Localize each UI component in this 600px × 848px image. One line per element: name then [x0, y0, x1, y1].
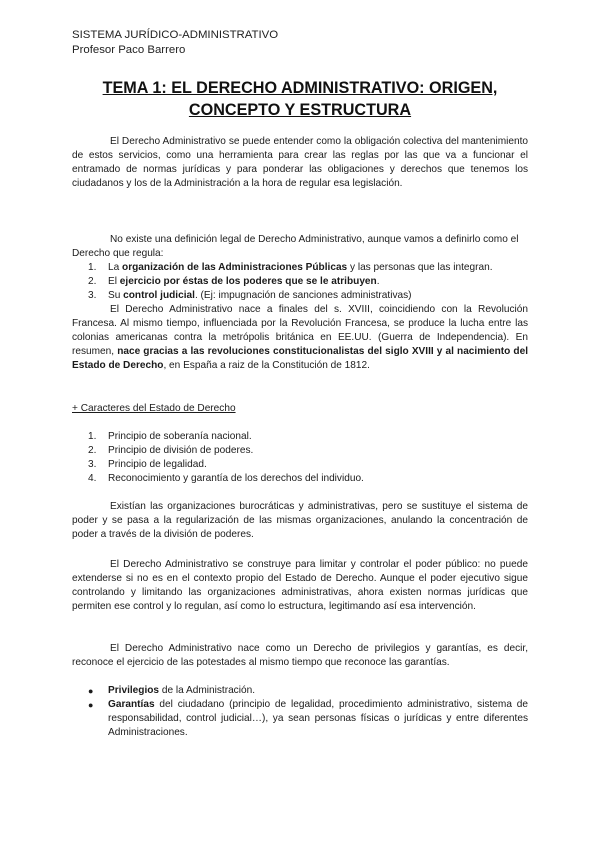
list-item: 3. Su control judicial. (Ej: impugnación de sanciones administrativas) — [88, 290, 412, 301]
title-line-1: TEMA 1: EL DERECHO ADMINISTRATIVO: ORIGEN, — [102, 79, 498, 97]
paragraph-privileges: El Derecho Administrativo nace como un Derecho de privilegios y garantías, es decir, reconoce el ejercicio de las potestades al mismo tiempo que reconoce las garantías. — [72, 643, 528, 668]
section-heading: + Caracteres del Estado de Derecho — [72, 403, 236, 414]
paragraph-public-power: El Derecho Administrativo se construye para limitar y controlar el poder público: no puede extenderse si no es en el contexto propio del Estado de Derecho. Aunque el poder ejecutivo sigue controlando y limitando las organizaciones administrativas, ahora existen normas jurídicas que permiten ese control y lo regulan, así como lo estructura, legitimando así esa intervención. — [72, 559, 528, 612]
page-header — [72, 28, 278, 58]
list-item: 3. Principio de legalidad. — [88, 459, 207, 470]
paragraph-intro: El Derecho Administrativo se puede entender como la obligación colectiva del mantenimiento de estos servicios, como una herramienta para crear las reglas por las que va a funcionar el entramado de normas jurídicas y para ponderar las obligaciones y derechos que tenemos los ciudadanos y los de la Administración a la hora de regular esa legislación. — [72, 136, 528, 189]
list-item: 4. Reconocimiento y garantía de los derechos del individuo. — [88, 473, 364, 484]
characteristics-list — [72, 430, 528, 486]
list-item: 2. El ejercicio por éstas de los poderes que se le atribuyen. — [88, 276, 380, 287]
professor-name: Profesor Paco Barrero — [72, 44, 186, 56]
bullet-list — [72, 684, 528, 740]
list-item: ● Garantías del ciudadano (principio de legalidad, procedimiento administrativo, sistema de responsabilidad, control judicial…), ya sean personas físicas o jurídicas y entre diferentes Administraciones. — [88, 699, 528, 738]
paragraph-definition: No existe una definición legal de Derecho Administrativo, aunque vamos a definirlo como el Derecho que regula: — [72, 234, 519, 259]
definition-list — [72, 261, 528, 303]
title-line-2: CONCEPTO Y ESTRUCTURA — [188, 101, 412, 119]
list-item: 2. Principio de división de poderes. — [88, 445, 254, 456]
page-title — [60, 77, 540, 121]
bullet-icon: ● — [88, 686, 94, 696]
list-item: 1. La organización de las Administraciones Públicas y las personas que las integran. — [88, 262, 493, 273]
list-item: 1. Principio de soberanía nacional. — [88, 431, 252, 442]
definition-block — [72, 233, 528, 303]
paragraph-organizations: Existían las organizaciones burocráticas y administrativas, pero se sustituye el sistema de poder y se pasa a la regularización de las mismas organizaciones, anulando la concentración de poder a través de la división de poderes. — [72, 501, 528, 540]
bullet-icon: ● — [88, 700, 94, 710]
list-item: ● Privilegios de la Administración. — [88, 685, 256, 696]
paragraph-origin: El Derecho Administrativo nace a finales del s. XVIII, coincidiendo con la Revolución Francesa. Al mismo tiempo, influenciada por la Revolución Francesa, se produce la lucha entre las colonias americanas contra la metrópolis británica en EE.UU. (Guerra de Independencia). En resumen, nace gracias a las revoluciones constitucionalistas del siglo XVIII y al nacimiento del Estado de Derecho, en España a raiz de la Constitución de 1812. — [72, 304, 528, 371]
course-title: SISTEMA JURÍDICO-ADMINISTRATIVO — [72, 29, 279, 41]
